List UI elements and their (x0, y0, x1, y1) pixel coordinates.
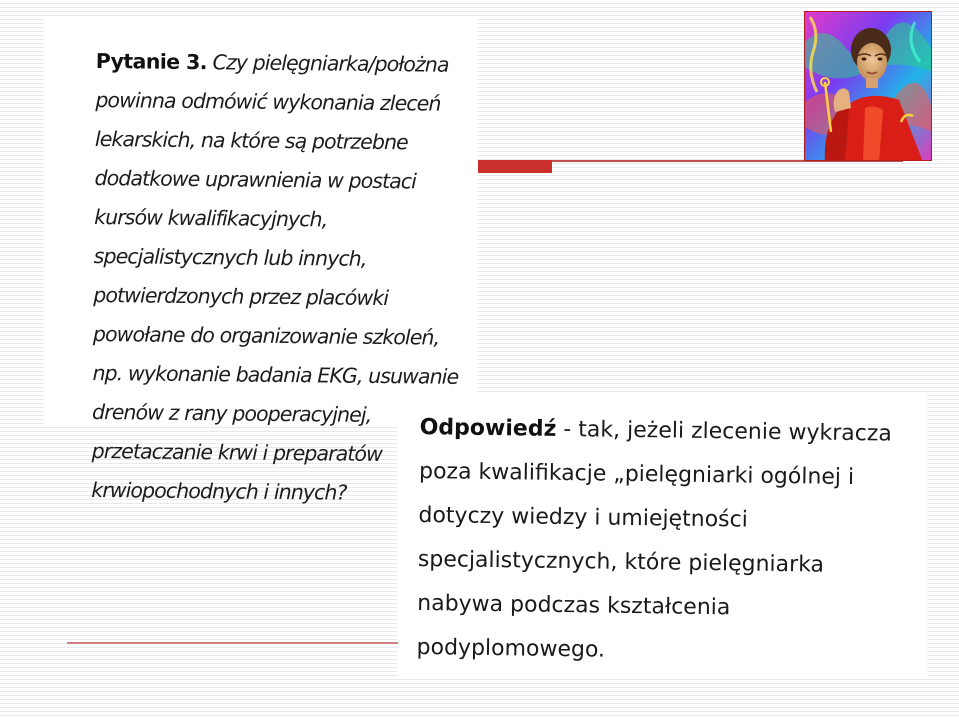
question-text: Czy pielęgniarka/położna powinna odmówić wykonania zleceń lekarskich, na które są potrzebne dodatkowe uprawnienia w postaci kursów kwalifikacyjnych, specjalistycznych lub innych, potwierdzonych przez placówki powołane do organizowanie szkoleń, np. wykonanie badania EKG, usuwanie drenów z rany pooperacyjnej, przetaczanie krwi i preparatów krwiopochodnych i innych? (91, 50, 459, 505)
answer-label: Odpowiedź (419, 414, 557, 442)
question-card (44, 16, 478, 505)
decorative-red-block (478, 160, 552, 173)
question-label: Pytanie 3. (95, 48, 208, 75)
nurse-portrait-image (804, 11, 932, 161)
decorative-bottom-line (67, 642, 407, 644)
answer-paragraph (416, 406, 919, 677)
nurse-portrait-icon (805, 12, 932, 161)
answer-text: - tak, jeżeli zlecenie wykracza poza kwalifikacje „pielęgniarki ogólnej i dotyczy wiedzy i umiejętności specjalistycznych, które pielęgniarka nabywa podczas kształcenia podyplomowego. (416, 416, 893, 663)
answer-card (398, 394, 927, 676)
